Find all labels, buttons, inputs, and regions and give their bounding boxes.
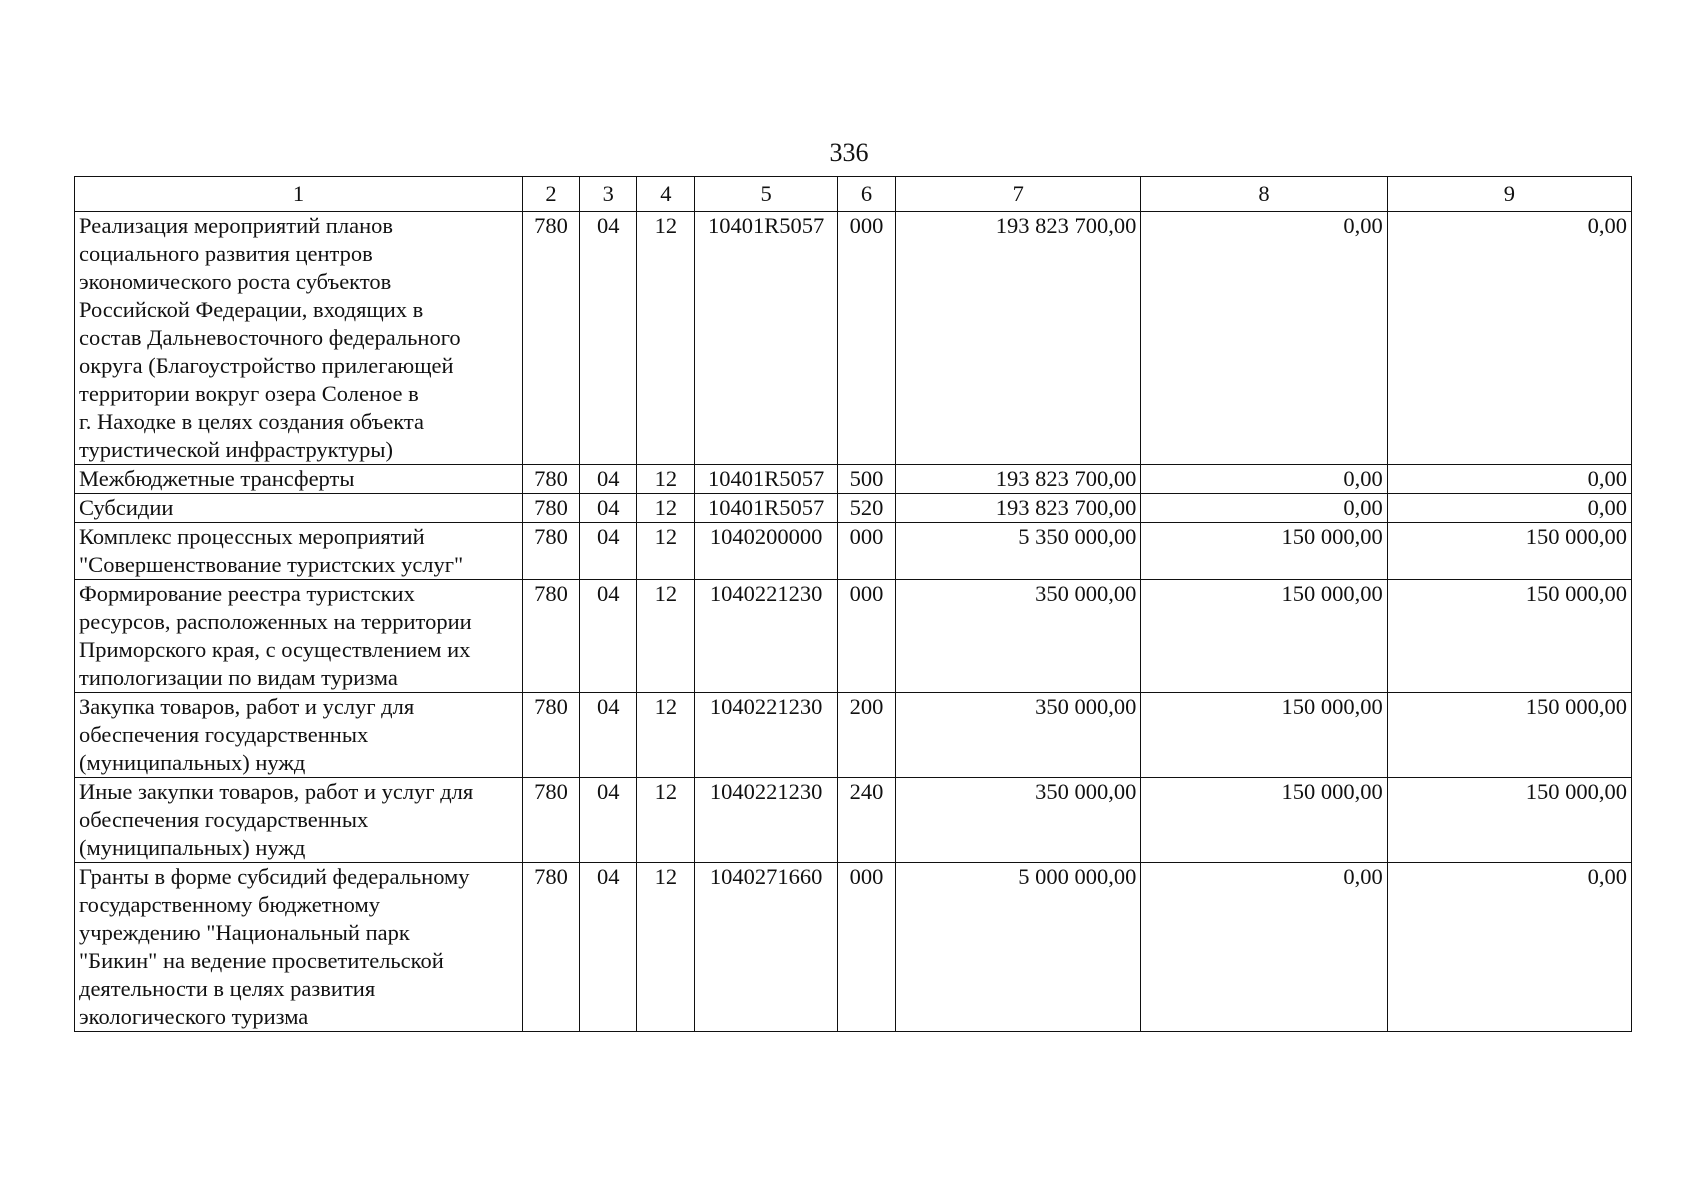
amount-9-cell: 0,00 bbox=[1387, 863, 1631, 1032]
code-2-cell: 780 bbox=[522, 580, 579, 693]
amount-7-cell: 193 823 700,00 bbox=[896, 465, 1141, 494]
row-name-line: деятельности в целях развития bbox=[79, 976, 376, 1001]
code-6-cell: 200 bbox=[837, 693, 895, 778]
code-3-cell: 04 bbox=[580, 494, 637, 523]
row-name-cell bbox=[75, 580, 523, 693]
table-row bbox=[75, 863, 1632, 1032]
code-3-cell: 04 bbox=[580, 465, 637, 494]
row-name-line: "Бикин" на ведение просветительской bbox=[79, 948, 444, 973]
header-cell: 6 bbox=[837, 177, 895, 212]
row-name-line: состав Дальневосточного федерального bbox=[79, 325, 461, 350]
header-cell: 4 bbox=[637, 177, 695, 212]
code-6-cell: 500 bbox=[837, 465, 895, 494]
code-6-cell: 520 bbox=[837, 494, 895, 523]
header-cell: 8 bbox=[1141, 177, 1387, 212]
code-6-cell: 000 bbox=[837, 580, 895, 693]
amount-9-cell: 0,00 bbox=[1387, 465, 1631, 494]
row-name-line: Российской Федерации, входящих в bbox=[79, 297, 424, 322]
amount-9-cell: 0,00 bbox=[1387, 212, 1631, 465]
code-2-cell: 780 bbox=[522, 494, 579, 523]
header-cell: 1 bbox=[75, 177, 523, 212]
row-name-line: экономического роста субъектов bbox=[79, 269, 392, 294]
amount-9-cell: 150 000,00 bbox=[1387, 778, 1631, 863]
code-5-cell: 1040221230 bbox=[695, 580, 837, 693]
table-row bbox=[75, 580, 1632, 693]
code-5-cell: 1040271660 bbox=[695, 863, 837, 1032]
row-name-cell bbox=[75, 465, 523, 494]
code-2-cell: 780 bbox=[522, 523, 579, 580]
row-name-cell bbox=[75, 494, 523, 523]
code-3-cell: 04 bbox=[580, 778, 637, 863]
table-body bbox=[75, 212, 1632, 1032]
row-name-line: Формирование реестра туристских bbox=[79, 581, 415, 606]
table-row bbox=[75, 778, 1632, 863]
code-4-cell: 12 bbox=[637, 778, 695, 863]
row-name-line: Комплекс процессных мероприятий bbox=[79, 524, 425, 549]
code-3-cell: 04 bbox=[580, 212, 637, 465]
code-2-cell: 780 bbox=[522, 778, 579, 863]
code-3-cell: 04 bbox=[580, 863, 637, 1032]
row-name-line: ресурсов, расположенных на территории bbox=[79, 609, 472, 634]
table-row bbox=[75, 465, 1632, 494]
row-name-line: Иные закупки товаров, работ и услуг для bbox=[79, 779, 474, 804]
code-6-cell: 240 bbox=[837, 778, 895, 863]
row-name-cell bbox=[75, 863, 523, 1032]
row-name-cell bbox=[75, 212, 523, 465]
amount-7-cell: 193 823 700,00 bbox=[896, 494, 1141, 523]
table-row bbox=[75, 523, 1632, 580]
header-cell: 2 bbox=[522, 177, 579, 212]
code-2-cell: 780 bbox=[522, 212, 579, 465]
code-6-cell: 000 bbox=[837, 212, 895, 465]
amount-7-cell: 350 000,00 bbox=[896, 778, 1141, 863]
amount-8-cell: 150 000,00 bbox=[1141, 580, 1387, 693]
code-5-cell: 10401R5057 bbox=[695, 212, 837, 465]
amount-7-cell: 5 350 000,00 bbox=[896, 523, 1141, 580]
amount-9-cell: 150 000,00 bbox=[1387, 523, 1631, 580]
header-cell: 5 bbox=[695, 177, 837, 212]
amount-9-cell: 150 000,00 bbox=[1387, 580, 1631, 693]
code-4-cell: 12 bbox=[637, 494, 695, 523]
row-name-line: (муниципальных) нужд bbox=[79, 835, 306, 860]
code-2-cell: 780 bbox=[522, 863, 579, 1032]
code-4-cell: 12 bbox=[637, 693, 695, 778]
header-cell: 7 bbox=[896, 177, 1141, 212]
code-2-cell: 780 bbox=[522, 465, 579, 494]
amount-9-cell: 0,00 bbox=[1387, 494, 1631, 523]
amount-8-cell: 150 000,00 bbox=[1141, 523, 1387, 580]
code-5-cell: 10401R5057 bbox=[695, 494, 837, 523]
row-name-line: "Совершенствование туристских услуг" bbox=[79, 552, 464, 577]
code-3-cell: 04 bbox=[580, 580, 637, 693]
table-row bbox=[75, 494, 1632, 523]
code-5-cell: 1040221230 bbox=[695, 778, 837, 863]
code-4-cell: 12 bbox=[637, 580, 695, 693]
code-5-cell: 1040200000 bbox=[695, 523, 837, 580]
header-cell: 3 bbox=[580, 177, 637, 212]
row-name-line: Приморского края, с осуществлением их bbox=[79, 637, 471, 662]
budget-table bbox=[74, 176, 1632, 1032]
code-3-cell: 04 bbox=[580, 523, 637, 580]
row-name-line: территории вокруг озера Соленое в bbox=[79, 381, 419, 406]
row-name-line: учреждению "Национальный парк bbox=[79, 920, 410, 945]
row-name-line: типологизации по видам туризма bbox=[79, 665, 398, 690]
table-row bbox=[75, 693, 1632, 778]
row-name-line: туристической инфраструктуры) bbox=[79, 437, 393, 462]
code-6-cell: 000 bbox=[837, 863, 895, 1032]
amount-9-cell: 150 000,00 bbox=[1387, 693, 1631, 778]
amount-8-cell: 0,00 bbox=[1141, 494, 1387, 523]
row-name-line: обеспечения государственных bbox=[79, 722, 369, 747]
row-name-cell bbox=[75, 523, 523, 580]
code-4-cell: 12 bbox=[637, 212, 695, 465]
row-name-line: Межбюджетные трансферты bbox=[79, 466, 355, 491]
row-name-line: государственному бюджетному bbox=[79, 892, 380, 917]
row-name-line: Реализация мероприятий планов bbox=[79, 213, 393, 238]
page-number: 336 bbox=[829, 138, 869, 167]
amount-8-cell: 0,00 bbox=[1141, 863, 1387, 1032]
code-6-cell: 000 bbox=[837, 523, 895, 580]
code-4-cell: 12 bbox=[637, 465, 695, 494]
row-name-line: (муниципальных) нужд bbox=[79, 750, 306, 775]
row-name-line: г. Находке в целях создания объекта bbox=[79, 409, 425, 434]
table-row bbox=[75, 212, 1632, 465]
row-name-line: экологического туризма bbox=[79, 1004, 309, 1029]
row-name-line: Гранты в форме субсидий федеральному bbox=[79, 864, 470, 889]
amount-7-cell: 350 000,00 bbox=[896, 580, 1141, 693]
amount-8-cell: 150 000,00 bbox=[1141, 778, 1387, 863]
header-cell: 9 bbox=[1387, 177, 1631, 212]
amount-8-cell: 0,00 bbox=[1141, 212, 1387, 465]
row-name-line: обеспечения государственных bbox=[79, 807, 369, 832]
code-4-cell: 12 bbox=[637, 863, 695, 1032]
table-header-row bbox=[75, 177, 1632, 212]
code-5-cell: 1040221230 bbox=[695, 693, 837, 778]
row-name-cell bbox=[75, 778, 523, 863]
code-5-cell: 10401R5057 bbox=[695, 465, 837, 494]
amount-7-cell: 5 000 000,00 bbox=[896, 863, 1141, 1032]
code-4-cell: 12 bbox=[637, 523, 695, 580]
amount-8-cell: 150 000,00 bbox=[1141, 693, 1387, 778]
row-name-line: Субсидии bbox=[79, 495, 174, 520]
amount-7-cell: 350 000,00 bbox=[896, 693, 1141, 778]
row-name-line: округа (Благоустройство прилегающей bbox=[79, 353, 454, 378]
code-2-cell: 780 bbox=[522, 693, 579, 778]
amount-7-cell: 193 823 700,00 bbox=[896, 212, 1141, 465]
row-name-line: социального развития центров bbox=[79, 241, 373, 266]
row-name-cell bbox=[75, 693, 523, 778]
row-name-line: Закупка товаров, работ и услуг для bbox=[79, 694, 415, 719]
code-3-cell: 04 bbox=[580, 693, 637, 778]
amount-8-cell: 0,00 bbox=[1141, 465, 1387, 494]
